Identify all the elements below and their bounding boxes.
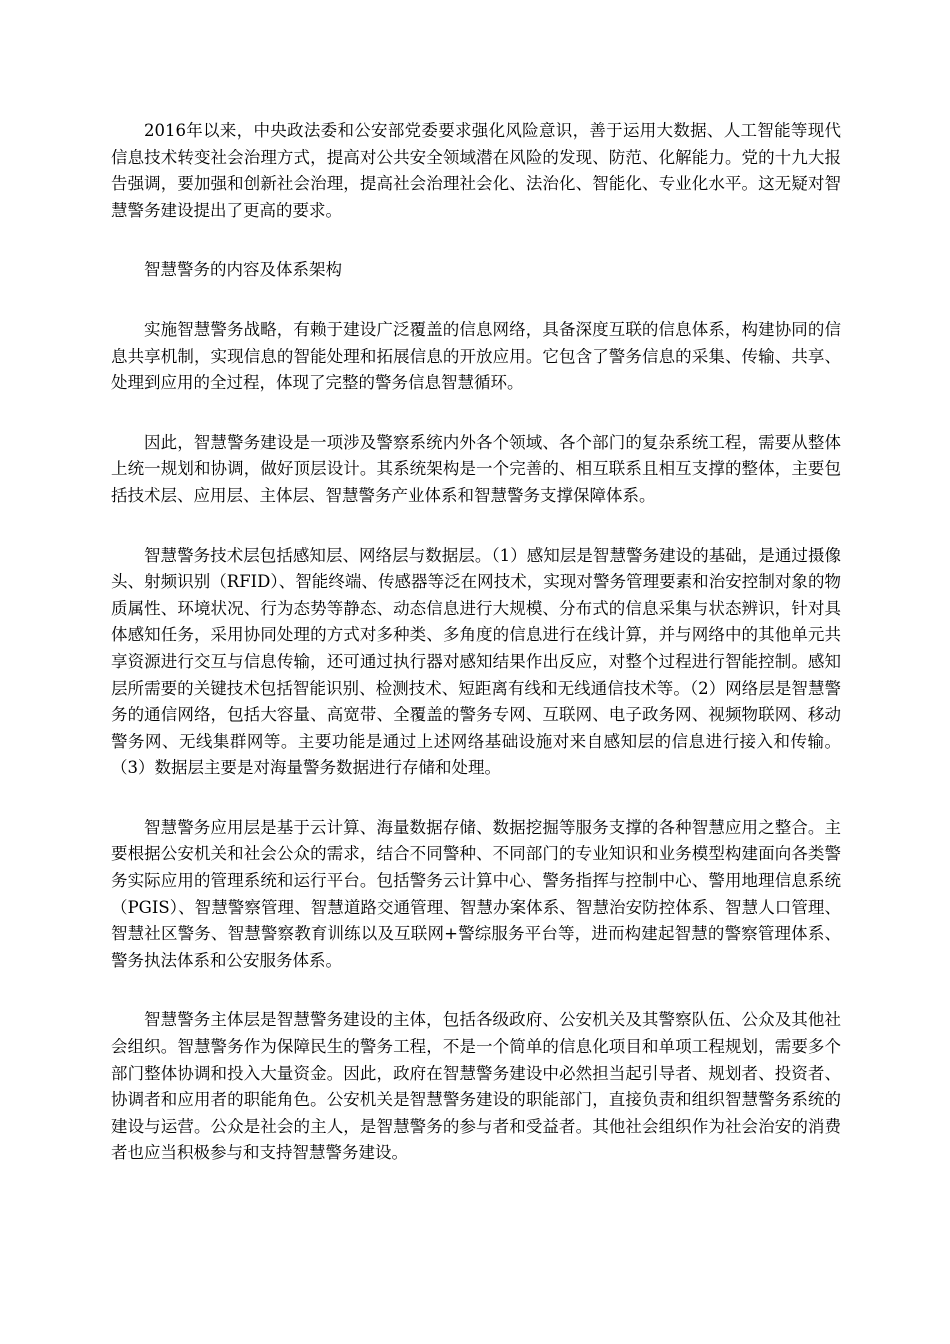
paragraph-architecture: 因此，智慧警务建设是一项涉及警察系统内外各个领域、各个部门的复杂系统工程，需要从整体上统一规划和协调，做好顶层设计。其系统架构是一个完善的、相互联系且相互支撑的整体，主要包括技术层、应用层、主体层、智慧警务产业体系和智慧警务支撑保障体系。 bbox=[111, 432, 841, 505]
paragraph-strategy: 实施智慧警务战略，有赖于建设广泛覆盖的信息网络，具备深度互联的信息体系，构建协同的信息共享机制，实现信息的智能处理和拓展信息的开放应用。它包含了警务信息的采集、传输、共享、处理到应用的全过程，体现了完整的警务信息智慧循环。 bbox=[111, 319, 841, 393]
document-body bbox=[111, 118, 841, 1200]
paragraph-subject-layer: 智慧警务主体层是智慧警务建设的主体，包括各级政府、公安机关及其警察队伍、公众及其他社会组织。智慧警务作为保障民生的警务工程，不是一个简单的信息化项目和单项工程规划，需要多个部门整体协调和投入大量资金。因此，政府在智慧警务建设中必然担当起引导者、规划者、投资者、协调者和应用者的职能角色。公安机关是智慧警务建设的职能部门，直接负责和组织智慧警务系统的建设与运营。公众是社会的主人，是智慧警务的参与者和受益者。其他社会组织作为社会治安的消费者也应当积极参与和支持智慧警务建设。 bbox=[111, 1010, 841, 1163]
paragraph-intro: 2016年以来，中央政法委和公安部党委要求强化风险意识，善于运用大数据、人工智能等现代信息技术转变社会治理方式，提高对公共安全领域潜在风险的发现、防范、化解能力。党的十九大报告强调，要加强和创新社会治理，提高社会治理社会化、法治化、智能化、专业化水平。这无疑对智慧警务建设提出了更高的要求。 bbox=[111, 121, 841, 220]
paragraph-technology-layer: 智慧警务技术层包括感知层、网络层与数据层。（1）感知层是智慧警务建设的基础，是通过摄像头、射频识别（RFID）、智能终端、传感器等泛在网技术，实现对警务管理要素和治安控制对象的物质属性、环境状况、行为态势等静态、动态信息进行大规模、分布式的信息采集与状态辨识，针对具体感知任务，采用协同处理的方式对多种类、多角度的信息进行在线计算，并与网络中的其他单元共享资源进行交互与信息传输，还可通过执行器对感知结果作出反应，对整个过程进行智能控制。感知层所需要的关键技术包括智能识别、检测技术、短距离有线和无线通信技术等。（2）网络层是智慧警务的通信网络，包括大容量、高宽带、全覆盖的警务专网、互联网、电子政务网、视频物联网、移动警务网、无线集群网等。主要功能是通过上述网络基础设施对来自感知层的信息进行接入和传输。（3）数据层主要是对海量警务数据进行存储和处理。 bbox=[111, 545, 841, 778]
section-heading: 智慧警务的内容及体系架构 bbox=[144, 260, 342, 280]
paragraph-application-layer: 智慧警务应用层是基于云计算、海量数据存储、数据挖掘等服务支撑的各种智慧应用之整合。主要根据公安机关和社会公众的需求，结合不同警种、不同部门的专业知识和业务模型构建面向各类警务实际应用的管理系统和运行平台。包括警务云计算中心、警务指挥与控制中心、警用地理信息系统（PGIS）、智慧警察管理、智慧道路交通管理、智慧办案体系、智慧治安防控体系、智慧人口管理、智慧社区警务、智慧警察教育训练以及互联网+警综服务平台等，进而构建起智慧的警察管理体系、警务执法体系和公安服务体系。 bbox=[111, 817, 841, 970]
